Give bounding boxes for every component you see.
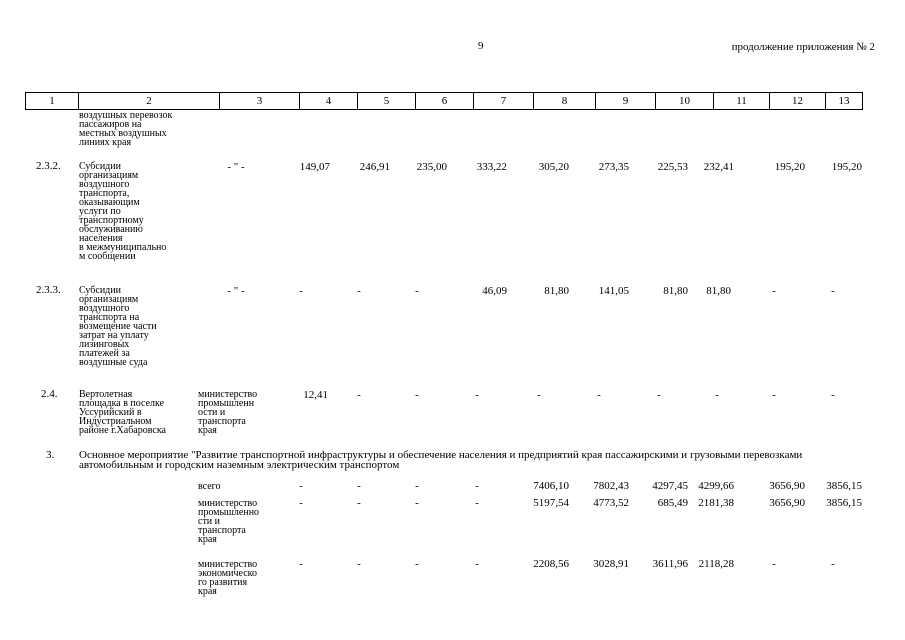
header-col-9: 9 [596,93,656,109]
ministry-transport-label: министерство промышленно сти и транспорта края [198,498,260,545]
total-label: всего [198,481,221,492]
continued-name-cell: воздушных перевозок пассажиров на местных воздушных линиях края [79,110,173,148]
header-col-11: 11 [714,93,770,109]
ministry-economy-c11: 2118,28 [698,558,734,570]
row-2-4-c9: - [597,389,601,401]
total-c9: 7802,43 [593,480,629,492]
header-col-13: 13 [838,95,850,107]
ministry-economy-c8: 2208,56 [533,558,569,570]
row-2-4-c11: - [715,389,719,401]
row-2-3-2-c9: 273,35 [598,161,629,173]
header-col-8: 8 [534,93,596,109]
ministry-economy-c7: - [475,558,479,570]
total-c12: 3656,90 [769,480,805,492]
ministry-transport-c9: 4773,52 [593,497,629,509]
row-2-4-c4: 12,41 [303,389,328,401]
row-2-3-2-c4: 149,07 [299,161,330,173]
ministry-transport-c5: - [357,497,361,509]
ministry-economy-label: министерство экономическо го развития края [198,559,258,597]
total-c10: 4297,45 [652,480,688,492]
ministry-transport-c7: - [475,497,479,509]
row-2-4-code: 2.4. [41,388,58,400]
row-2-3-2-c6: 235,00 [416,161,447,173]
row-2-3-3-c12: - [772,285,776,297]
header-col-6: 6 [416,93,474,109]
row-2-3-3-c7: 46,09 [482,285,507,297]
row-2-4-c12: - [772,389,776,401]
table-header-row [25,92,863,110]
row-2-4-c5: - [357,389,361,401]
row-2-4-c10: - [657,389,661,401]
row-2-3-2-c13: 195,20 [831,161,862,173]
total-c11: 4299,66 [698,480,734,492]
row-2-3-3-c10: 81,80 [663,285,688,297]
row-2-4-name: Вертолетная площадка в поселке Уссурийский в Индустриальном районе г.Хабаровска [79,389,166,436]
ministry-economy-c10: 3611,96 [652,558,688,570]
row-2-3-3-code: 2.3.3. [36,284,61,296]
row-2-3-2-c8: 305,20 [538,161,569,173]
row-2-3-2-code: 2.3.2. [36,160,61,172]
row-2-3-2-c12: 195,20 [774,161,805,173]
ministry-economy-c13: - [831,558,835,570]
row-2-3-3-c5: - [357,285,361,297]
ministry-transport-c6: - [415,497,419,509]
row-2-3-3-c13: - [831,285,835,297]
row-3-code: 3. [46,449,55,461]
ministry-transport-c8: 5197,54 [533,497,569,509]
row-2-3-2-c5: 246,91 [359,161,390,173]
continuation-note: продолжение приложения № 2 [731,41,875,53]
row-2-3-3-c4: - [299,285,303,297]
header-col-7: 7 [474,93,534,109]
total-c6: - [415,480,419,492]
header-col-2: 2 [79,93,220,109]
ministry-transport-c10: 685,49 [657,497,688,509]
total-c13: 3856,15 [826,480,862,492]
total-c4: - [299,480,303,492]
row-2-3-3-name: Субсидии организациям воздушного транспорта на возмещение части затрат на уплату лизинговых платежей за воздушные суда [79,285,157,368]
row-2-4-responsible: министерство промышленн ости и транспорта края [198,389,258,436]
header-col-12: 12 [770,93,826,109]
row-2-3-2-c7: 333,22 [476,161,507,173]
row-2-3-2-responsible: - " - [227,161,245,173]
row-2-3-3-c8: 81,80 [544,285,569,297]
row-2-3-3-c9: 141,05 [598,285,629,297]
header-col-5: 5 [358,93,416,109]
row-2-3-2-c11: 232,41 [703,161,734,173]
ministry-economy-c5: - [357,558,361,570]
total-c5: - [357,480,361,492]
row-2-3-3-responsible: - " - [227,285,245,297]
row-2-4-c6: - [415,389,419,401]
header-col-10: 10 [656,93,714,109]
header-col-1: 1 [26,93,79,109]
row-2-3-2-c10: 225,53 [657,161,688,173]
ministry-economy-c12: - [772,558,776,570]
ministry-transport-c12: 3656,90 [769,497,805,509]
header-col-4: 4 [300,93,358,109]
row-2-3-2-name: Субсидии организациям воздушного транспорта, оказывающим услуги по транспортному обслуживанию населения в межмуниципально м сообщении [79,161,167,262]
ministry-transport-c13: 3856,15 [826,497,862,509]
row-2-3-3-c11: 81,80 [706,285,731,297]
total-c8: 7406,10 [533,480,569,492]
row-2-4-c8: - [537,389,541,401]
ministry-economy-c6: - [415,558,419,570]
row-3-description: Основное мероприятие "Развитие транспортной инфраструктуры и обеспечение населения и предприятий края пассажирскими и грузовыми перевозками автомобильным и городским наземным электрическим транспортом [79,449,803,471]
ministry-transport-c4: - [299,497,303,509]
total-c7: - [475,480,479,492]
ministry-economy-c4: - [299,558,303,570]
row-2-3-3-c6: - [415,285,419,297]
ministry-transport-c11: 2181,38 [698,497,734,509]
row-2-4-c7: - [475,389,479,401]
page-number: 9 [478,40,484,52]
row-2-4-c13: - [831,389,835,401]
header-col-3: 3 [220,93,300,109]
ministry-economy-c9: 3028,91 [593,558,629,570]
